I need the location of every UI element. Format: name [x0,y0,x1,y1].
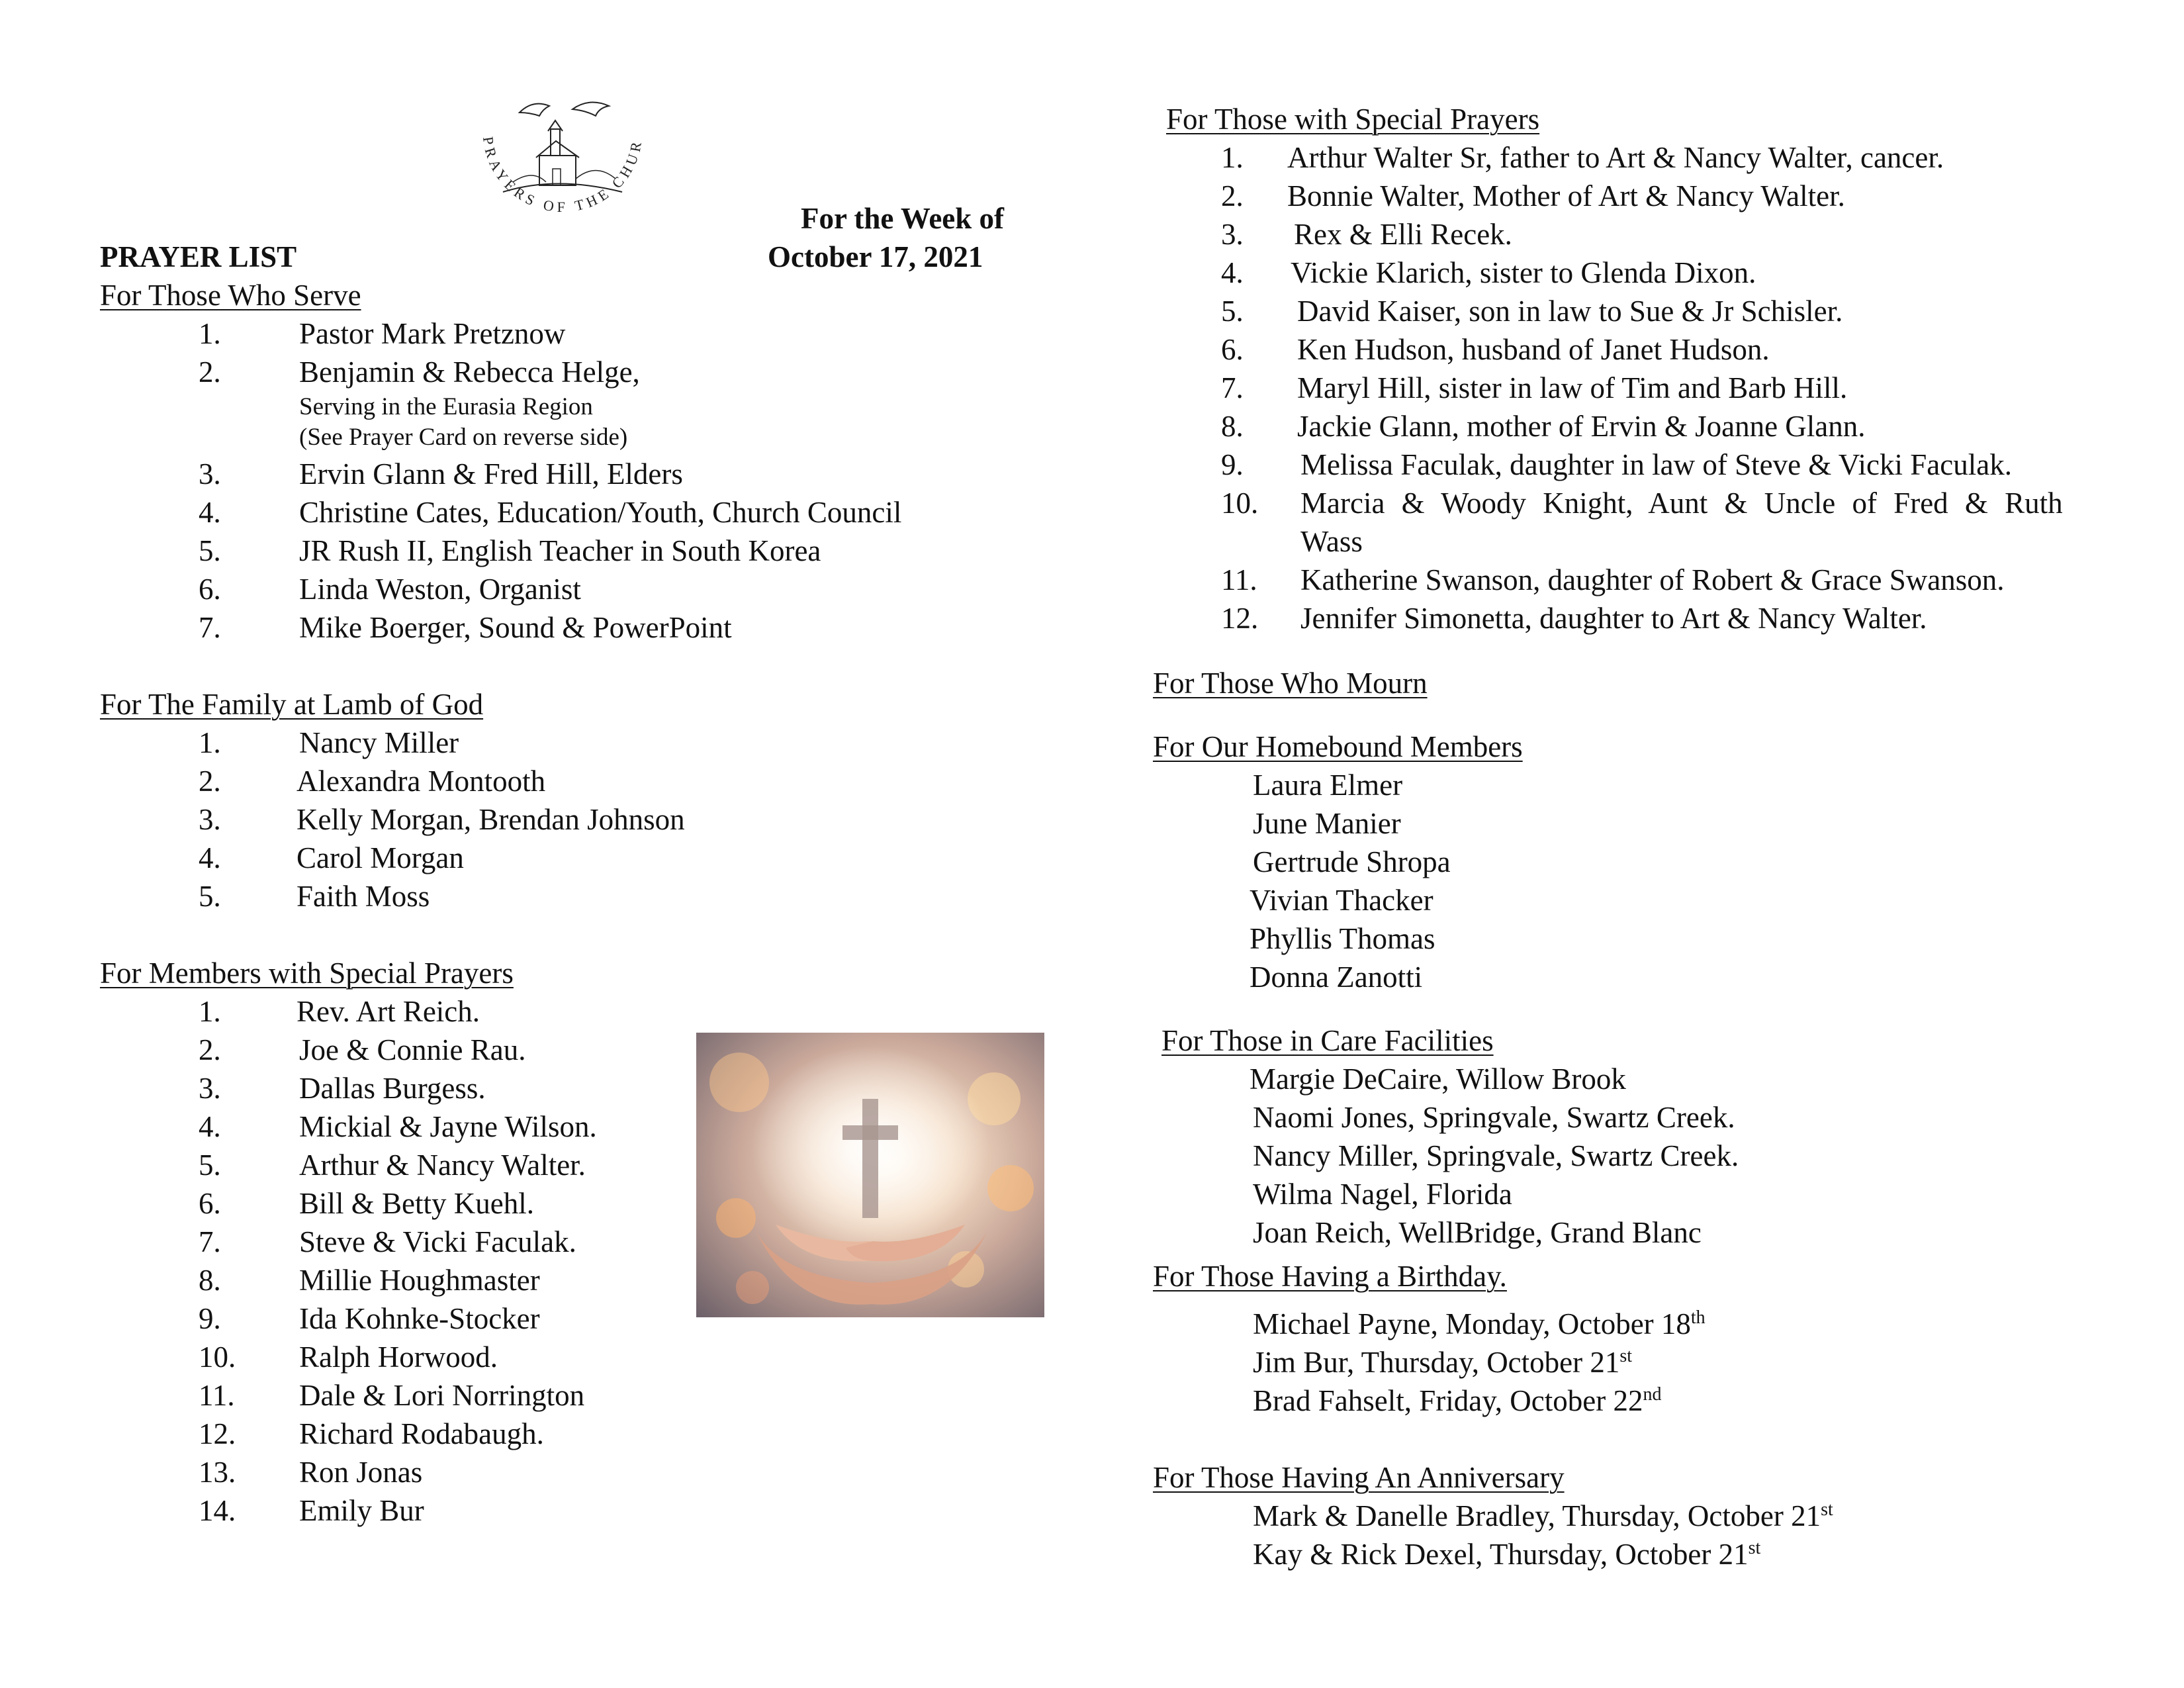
list-item: Jim Bur, Thursday, October 21st [1253,1346,1633,1379]
cross-icon [696,1033,1044,1317]
list-item: Laura Elmer [1253,769,1403,802]
list-item: Donna Zanotti [1250,961,1423,994]
list-item: Phyllis Thomas [1250,922,1435,955]
list-item: Brad Fahselt, Friday, October 22nd [1253,1384,1662,1417]
list-item: Margie DeCaire, Willow Brook [1250,1062,1626,1096]
church-logo [457,93,668,245]
family-heading: For The Family at Lamb of God [100,688,484,721]
serve-note: (See Prayer Card on reverse side) [299,424,628,451]
list-item: Mark & Danelle Bradley, Thursday, October 21st [1253,1499,1833,1532]
church-logo-icon [457,93,668,245]
anniversary-heading: For Those Having An Anniversary [1153,1461,1565,1494]
week-date: October 17, 2021 [768,240,983,273]
homebound-heading: For Our Homebound Members [1153,730,1523,763]
list-item: Naomi Jones, Springvale, Swartz Creek. [1253,1101,1735,1134]
hands-cross-photo [696,1033,1044,1317]
list-item: Michael Payne, Monday, October 18th [1253,1307,1706,1340]
list-item: Gertrude Shropa [1253,845,1451,878]
serve-heading: For Those Who Serve [100,279,361,312]
page-title: PRAYER LIST [100,240,297,273]
list-item: June Manier [1253,807,1401,840]
care-heading: For Those in Care Facilities [1161,1024,1494,1057]
list-item: Wilma Nagel, Florida [1253,1178,1512,1211]
birthday-heading: For Those Having a Birthday. [1153,1260,1507,1293]
list-item: Nancy Miller, Springvale, Swartz Creek. [1253,1139,1739,1172]
list-item: Joan Reich, WellBridge, Grand Blanc [1253,1216,1702,1249]
serve-note: Serving in the Eurasia Region [299,393,593,420]
week-label: For the Week of [801,202,1005,235]
mourn-heading: For Those Who Mourn [1153,667,1428,700]
svg-text:PRAYERS OF THE CHURCH: PRAYERS OF THE CHUR [479,135,645,216]
special-heading: For Those with Special Prayers [1166,103,1540,136]
list-item: Vivian Thacker [1250,884,1433,917]
members-heading: For Members with Special Prayers [100,957,514,990]
list-item: Kay & Rick Dexel, Thursday, October 21st [1253,1538,1761,1571]
list-item-continuation: Wass [1300,525,1363,558]
